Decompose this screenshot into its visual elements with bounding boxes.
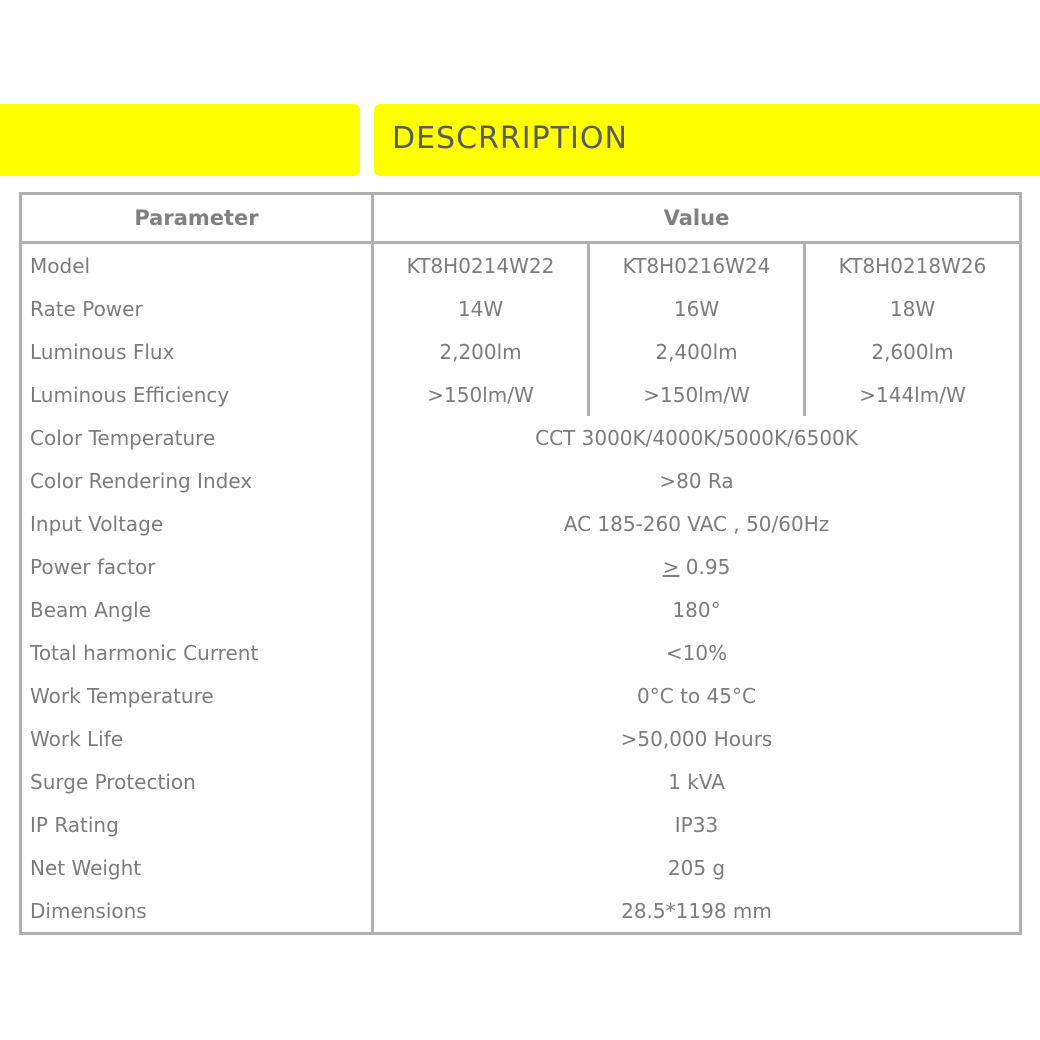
header-value: Value — [373, 194, 1021, 243]
table-row — [21, 717, 1021, 760]
param-label: Luminous Efficiency — [21, 373, 373, 416]
table-row — [21, 243, 1021, 288]
table-row — [21, 373, 1021, 416]
table-row — [21, 760, 1021, 803]
value-cell: KT8H0216W24 — [589, 243, 805, 288]
value-cell: 2,600lm — [871, 339, 954, 364]
value-cell: 2,400lm — [589, 330, 805, 373]
param-label: Surge Protection — [21, 760, 373, 803]
table-row — [21, 502, 1021, 545]
param-label: Model — [21, 243, 373, 288]
value-cell: >50,000 Hours — [620, 726, 773, 751]
table-row — [21, 459, 1021, 502]
table-row — [21, 588, 1021, 631]
param-label: IP Rating — [21, 803, 373, 846]
value-cell — [373, 545, 1021, 588]
table-row — [21, 330, 1021, 373]
section-title: DESCRRIPTION — [392, 121, 628, 156]
param-label: Beam Angle — [21, 588, 373, 631]
param-label: Luminous Flux — [21, 330, 373, 373]
value-cell: <10% — [665, 640, 728, 665]
table-row — [21, 545, 1021, 588]
specification-table — [19, 192, 1022, 935]
description-banner — [374, 104, 1040, 176]
value-cell: 180° — [672, 597, 721, 622]
greater-equal-symbol: > — [662, 554, 680, 579]
table-row — [21, 803, 1021, 846]
value-cell: >150lm/W — [373, 373, 589, 416]
header-parameter: Parameter — [21, 194, 373, 243]
table-row — [21, 889, 1021, 934]
param-label: Color Rendering Index — [21, 459, 373, 502]
value-cell: IP33 — [674, 812, 719, 837]
param-label: Input Voltage — [21, 502, 373, 545]
value-cell: 18W — [889, 296, 936, 321]
value-cell: KT8H0214W22 — [373, 243, 589, 288]
value-cell: CCT 3000K/4000K/5000K/6500K — [535, 425, 858, 450]
value-cell: KT8H0218W26 — [838, 253, 987, 278]
param-label: Dimensions — [21, 889, 373, 934]
value-cell: >144lm/W — [859, 382, 966, 407]
value-cell: 2,200lm — [373, 330, 589, 373]
param-label: Rate Power — [21, 287, 373, 330]
table-row — [21, 416, 1021, 459]
value-cell: 1 kVA — [668, 769, 725, 794]
table-row — [21, 287, 1021, 330]
table-row — [21, 674, 1021, 717]
value-cell: 0°C to 45°C — [637, 683, 756, 708]
banner-left-bar — [0, 104, 360, 176]
param-label: Net Weight — [21, 846, 373, 889]
table-row — [21, 631, 1021, 674]
table-row — [21, 846, 1021, 889]
value-cell: >80 Ra — [659, 468, 734, 493]
value-cell: 205 g — [667, 855, 726, 880]
param-label: Total harmonic Current — [21, 631, 373, 674]
param-label: Work Life — [21, 717, 373, 760]
value-cell: AC 185-260 VAC , 50/60Hz — [563, 511, 830, 536]
param-label: Work Temperature — [21, 674, 373, 717]
param-label: Color Temperature — [21, 416, 373, 459]
value-cell: 28.5*1198 mm — [621, 898, 772, 923]
value-cell: >150lm/W — [589, 373, 805, 416]
table-header-row — [21, 194, 1021, 243]
value-cell: 16W — [589, 287, 805, 330]
power-factor-value: 0.95 — [679, 554, 731, 579]
param-label: Power factor — [21, 545, 373, 588]
value-cell: 14W — [373, 287, 589, 330]
